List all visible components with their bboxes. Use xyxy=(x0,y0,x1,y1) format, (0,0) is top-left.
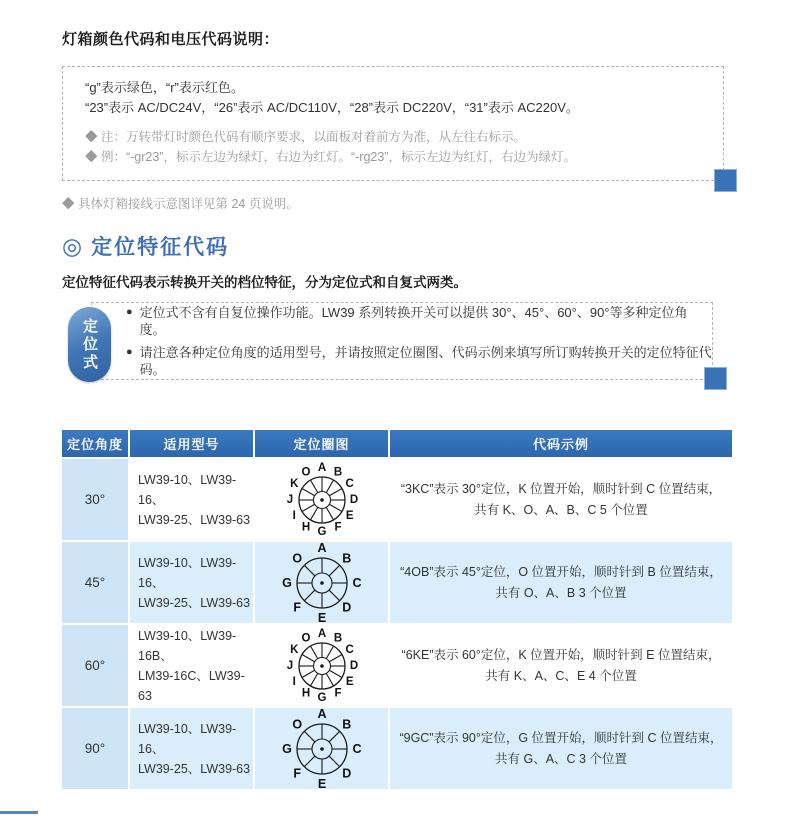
svg-text:H: H xyxy=(301,521,310,534)
positioning-dial-diagram xyxy=(255,625,388,706)
svg-text:J: J xyxy=(286,493,293,506)
svg-text:C: C xyxy=(345,643,354,656)
angle-cell: 45° xyxy=(62,542,128,623)
example-cell xyxy=(390,708,732,789)
positioning-type-label: 定位式 xyxy=(81,317,98,372)
double-circle-icon: ◎ xyxy=(62,232,83,259)
svg-text:A: A xyxy=(316,706,327,721)
models-line: LW39-10、LW39-16、 xyxy=(138,472,237,507)
svg-text:A: A xyxy=(316,540,327,555)
svg-text:G: G xyxy=(317,525,326,538)
svg-text:E: E xyxy=(345,509,354,522)
example-line: 共有 K、A、C、E 4 个位置 xyxy=(485,668,637,683)
svg-text:D: D xyxy=(341,600,351,615)
svg-text:K: K xyxy=(289,643,298,656)
svg-text:O: O xyxy=(291,716,302,731)
svg-text:D: D xyxy=(349,659,358,672)
positioning-type-block xyxy=(62,298,730,390)
column-header-example: 代码示例 xyxy=(390,430,732,457)
note-example: ◆ 例：“-gr23”，标示左边为绿灯，右边为红灯。“-rg23”，标示左边为红灯，右边为绿灯。 xyxy=(85,150,576,164)
positioning-table xyxy=(62,430,732,789)
models-line: LW39-25、LW39-63 xyxy=(138,512,251,527)
example-line: “6KE”表示 60°定位，K 位置开始，顺时针到 E 位置结束， xyxy=(401,647,721,662)
column-header-dial: 定位圈图 xyxy=(255,430,388,457)
bullet-icon: ● xyxy=(126,346,133,358)
example-cell xyxy=(390,625,732,706)
angle-cell: 90° xyxy=(62,708,128,789)
color-code-line: “g”表示绿色，“r”表示红色。 xyxy=(85,80,244,95)
page-footer-line xyxy=(0,811,38,814)
angle-cell: 60° xyxy=(62,625,128,706)
svg-text:G: G xyxy=(281,741,292,756)
bullet-text: 定位式不含有自复位操作功能。LW39 系列转换开关可以提供 30°、45°、60°、90°等多种定位角度。 xyxy=(139,305,688,337)
section-header xyxy=(62,231,229,261)
svg-text:E: E xyxy=(317,776,326,791)
models-cell xyxy=(130,708,253,789)
svg-text:F: F xyxy=(333,687,342,700)
bullet-item xyxy=(126,344,712,378)
svg-text:A: A xyxy=(317,627,326,640)
bullet-item xyxy=(126,304,712,338)
page-title: 灯箱颜色代码和电压代码说明： xyxy=(62,31,280,48)
svg-text:F: F xyxy=(292,600,301,615)
svg-text:E: E xyxy=(317,610,326,625)
svg-text:H: H xyxy=(301,687,310,700)
svg-text:I: I xyxy=(292,675,296,688)
positioning-note-box xyxy=(91,302,713,380)
example-cell xyxy=(390,459,732,540)
example-line: 共有 K、O、A、B、C 5 个位置 xyxy=(474,502,648,517)
svg-text:K: K xyxy=(289,477,298,490)
svg-text:F: F xyxy=(292,766,301,781)
svg-text:G: G xyxy=(281,575,292,590)
svg-text:G: G xyxy=(317,691,326,704)
positioning-dial-diagram xyxy=(255,459,388,540)
svg-text:A: A xyxy=(317,461,326,474)
positioning-dial-diagram xyxy=(255,708,388,789)
accent-square xyxy=(704,367,727,390)
column-header-angle: 定位角度 xyxy=(62,430,128,457)
svg-text:C: C xyxy=(345,477,354,490)
positioning-dial-diagram xyxy=(255,542,388,623)
models-cell xyxy=(130,459,253,540)
bullet-icon: ● xyxy=(126,306,133,318)
svg-text:I: I xyxy=(292,509,296,522)
svg-text:F: F xyxy=(333,521,342,534)
wiring-footnote: ◆ 具体灯箱接线示意图详见第 24 页说明。 xyxy=(62,197,299,211)
models-line: LM39-16C、LW39-63 xyxy=(138,668,245,703)
example-line: “4OB”表示 45°定位，O 位置开始，顺时针到 B 位置结束， xyxy=(400,564,722,579)
svg-text:O: O xyxy=(301,465,310,478)
angle-cell: 30° xyxy=(62,459,128,540)
svg-text:C: C xyxy=(351,575,362,590)
example-line: 共有 G、A、C 3 个位置 xyxy=(495,751,627,766)
models-line: LW39-10、LW39-16、 xyxy=(138,555,237,590)
models-line: LW39-25、LW39-63 xyxy=(138,595,251,610)
section-title: 定位特征代码 xyxy=(91,236,230,259)
lampbox-code-box xyxy=(62,66,724,181)
svg-text:B: B xyxy=(341,550,351,565)
positioning-type-badge xyxy=(68,307,111,382)
svg-text:B: B xyxy=(333,631,342,644)
models-cell xyxy=(130,542,253,623)
svg-text:E: E xyxy=(345,675,354,688)
section-intro: 定位特征代码表示转换开关的档位特征，分为定位式和自复式两类。 xyxy=(62,275,467,290)
accent-square xyxy=(714,169,737,192)
note-order: ◆ 注：万转带灯时颜色代码有顺序要求，以面板对着前方为准，从左往右标示。 xyxy=(85,130,526,144)
models-line: LW39-10、LW39-16、 xyxy=(138,721,237,756)
svg-text:D: D xyxy=(341,766,351,781)
svg-text:C: C xyxy=(351,741,362,756)
example-line: “9GC”表示 90°定位，G 位置开始，顺时针到 C 位置结束， xyxy=(399,730,723,745)
svg-text:B: B xyxy=(333,465,342,478)
example-line: “3KC”表示 30°定位，K 位置开始，顺时针到 C 位置结束， xyxy=(400,481,722,496)
svg-text:D: D xyxy=(349,493,358,506)
svg-text:J: J xyxy=(286,659,293,672)
voltage-code-line: “23”表示 AC/DC24V，“26”表示 AC/DC110V，“28”表示 DC220V，“31”表示 AC220V。 xyxy=(85,100,579,115)
bullet-text: 请注意各种定位角度的适用型号，并请按照定位圈图、代码示例来填写所订购转换开关的定位特征代码。 xyxy=(139,345,712,377)
svg-text:O: O xyxy=(291,550,302,565)
example-cell xyxy=(390,542,732,623)
svg-text:O: O xyxy=(301,631,310,644)
example-line: 共有 O、A、B 3 个位置 xyxy=(495,585,627,600)
column-header-models: 适用型号 xyxy=(130,430,253,457)
models-line: LW39-10、LW39-16B、 xyxy=(138,628,237,663)
models-cell xyxy=(130,625,253,706)
svg-text:B: B xyxy=(341,716,351,731)
models-line: LW39-25、LW39-63 xyxy=(138,761,251,776)
